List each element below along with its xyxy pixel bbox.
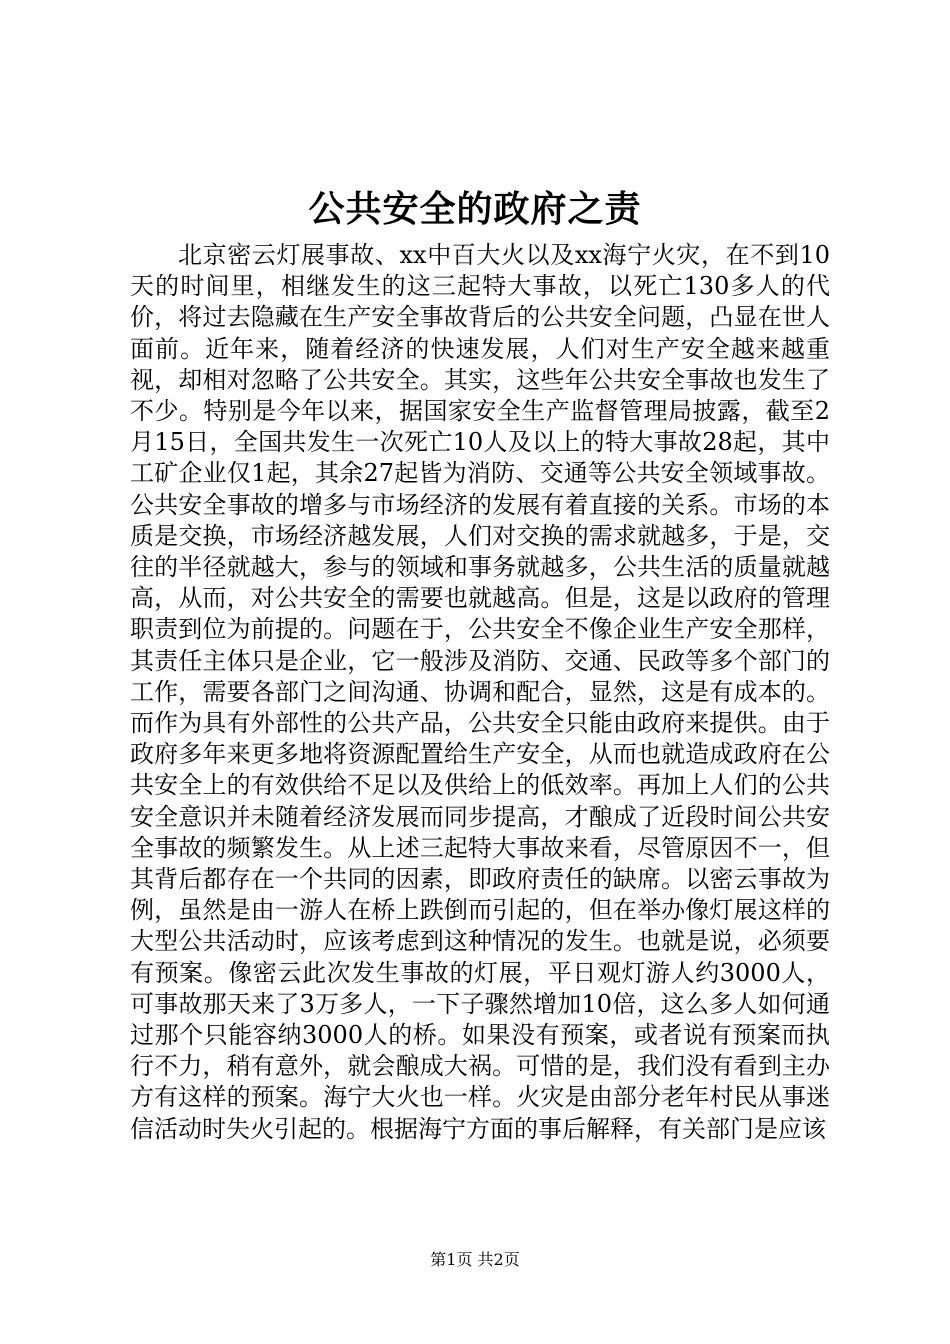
page-footer: 第1页 共2页 (430, 1250, 520, 1269)
document-title: 公共安全的政府之责 (308, 188, 642, 230)
document-body-paragraph: 北京密云灯展事故、xx中百大火以及xx海宁火灾，在不到10天的时间里，相继发生的这三起特大事故，以死亡130多人的代价，将过去隐藏在生产安全事故背后的公共安全问题，凸显在世人面前。近年来，随着经济的快速发展，人们对生产安全越来越重视，却相对忽略了公共安全。其实，这些年公共安全事故也发生了不少。特别是今年以来，据国家安全生产监督管理局披露，截至2月15日，全国共发生一次死亡10人及以上的特大事故28起，其中工矿企业仅1起，其余27起皆为消防、交通等公共安全领域事故。公共安全事故的增多与市场经济的发展有着直接的关系。市场的本质是交换，市场经济越发展，人们对交换的需求就越多，于是，交往的半径就越大，参与的领域和事务就越多，公共生活的质量就越高，从而，对公共安全的需要也就越高。但是，这是以政府的管理职责到位为前提的。问题在于，公共安全不像企业生产安全那样，其责任主体只是企业，它一般涉及消防、交通、民政等多个部门的工作，需要各部门之间沟通、协调和配合，显然，这是有成本的。而作为具有外部性的公共产品，公共安全只能由政府来提供。由于政府多年来更多地将资源配置给生产安全，从而也就造成政府在公共安全上的有效供给不足以及供给上的低效率。再加上人们的公共安全意识并未随着经济发展而同步提高，才酿成了近段时间公共安全事故的频繁发生。从上述三起特大事故来看，尽管原因不一，但其背后都存在一个共同的因素，即政府责任的缺席。以密云事故为例，虽然是由一游人在桥上跌倒而引起的，但在举办像灯展这样的大型公共活动时，应该考虑到这种情况的发生。也就是说，必须要有预案。像密云此次发生事故的灯展，平日观灯游人约3000人，可事故那天来了3万多人，一下子骤然增加10倍，这么多人如何通过那个只能容纳3000人的桥。如果没有预案，或者说有预案而执行不力，稍有意外，就会酿成大祸。可惜的是，我们没有看到主办方有这样的预案。海宁大火也一样。火灾是由部分老年村民从事迷信活动时失火引起的。根据海宁方面的事后解释，有关部门是应该 (130, 241, 830, 1143)
